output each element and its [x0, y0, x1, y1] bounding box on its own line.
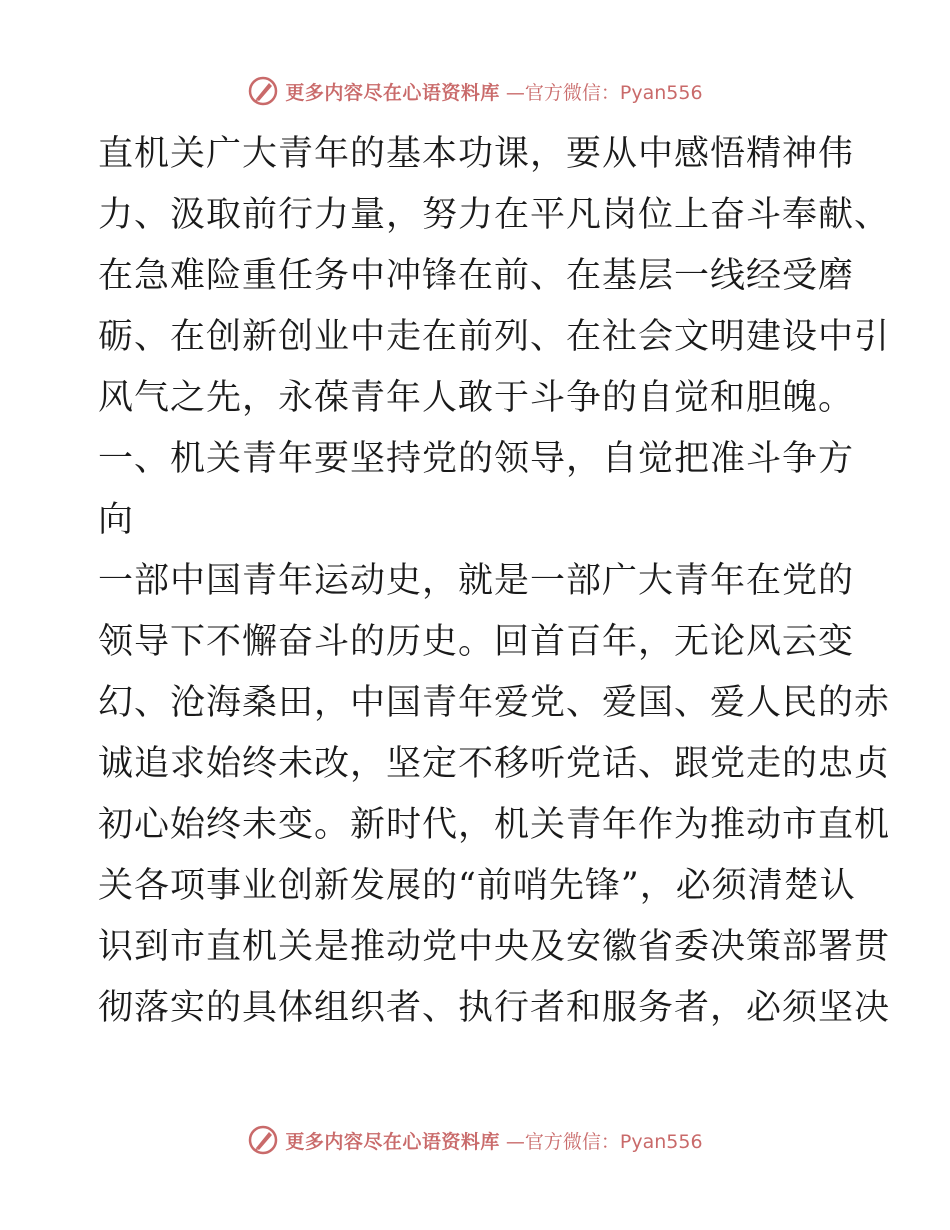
header-watermark [0, 71, 950, 111]
watermark-main-text: 更多内容尽在心语资料库 [285, 1130, 500, 1153]
text-line: 力、汲取前行力量，努力在平凡岗位上奋斗奉献、 [98, 195, 891, 235]
text-line: 风气之先，永葆青年人敢于斗争的自觉和胆魄。 [98, 378, 855, 418]
watermark-main-text: 更多内容尽在心语资料库 [285, 81, 500, 104]
footer-watermark [0, 1120, 950, 1160]
watermark-contact-text: —官方微信：Pyan556 [505, 81, 703, 104]
pen-seal-icon [247, 75, 279, 107]
text-line: 诚追求始终未改，坚定不移听党话、跟党走的忠贞 [98, 744, 891, 784]
text-line: 直机关广大青年的基本功课，要从中感悟精神伟 [98, 134, 855, 174]
text-line: 一部中国青年运动史，就是一部广大青年在党的 [98, 561, 855, 601]
text-line: 领导下不懈奋斗的历史。回首百年，无论风云变 [98, 622, 855, 662]
text-line: 在急难险重任务中冲锋在前、在基层一线经受磨 [98, 256, 855, 296]
text-line: 幻、沧海桑田，中国青年爱党、爱国、爱人民的赤 [98, 683, 891, 723]
pen-seal-icon [247, 1124, 279, 1156]
watermark-contact-text: —官方微信：Pyan556 [505, 1130, 703, 1153]
document-body [98, 124, 891, 1039]
section-heading-line: 向 [98, 500, 135, 540]
section-heading-line: 一、机关青年要坚持党的领导，自觉把准斗争方 [98, 439, 855, 479]
text-line: 砺、在创新创业中走在前列、在社会文明建设中引 [98, 317, 891, 357]
text-line: 彻落实的具体组织者、执行者和服务者，必须坚决 [98, 988, 891, 1028]
text-line: 识到市直机关是推动党中央及安徽省委决策部署贯 [98, 927, 891, 967]
text-line: 初心始终未变。新时代，机关青年作为推动市直机 [98, 805, 891, 845]
text-line: 关各项事业创新发展的“前哨先锋”，必须清楚认 [98, 866, 856, 906]
